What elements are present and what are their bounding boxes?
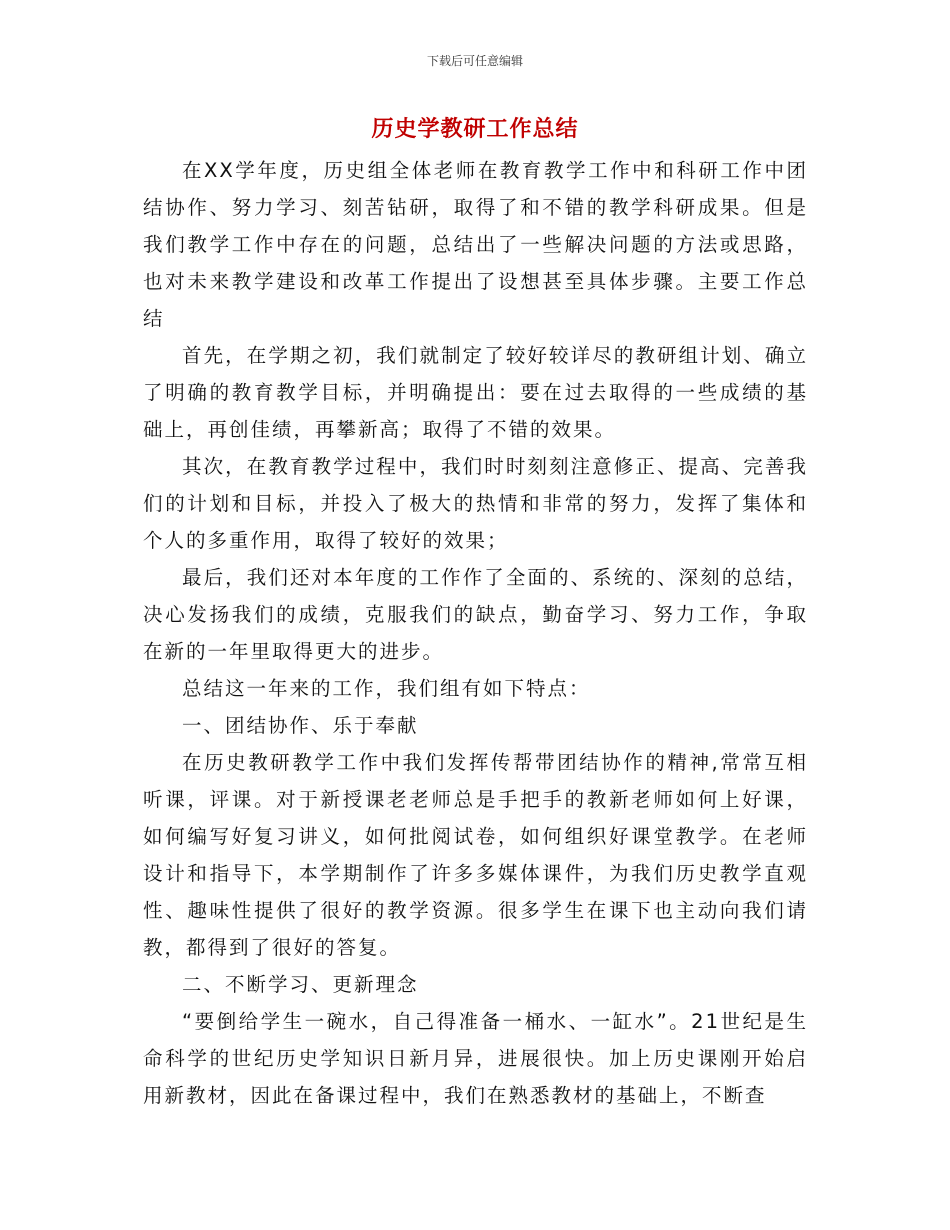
paragraph-first: 首先，在学期之初，我们就制定了较好较详尽的教研组计划、确立了明确的教育教学目标，并明确提出：要在过去取得的一些成绩的基础上，再创佳绩，再攀新高；取得了不错的效果。 [143, 344, 808, 441]
document-body [143, 152, 808, 1114]
header-note: 下载后可任意编辑 [426, 54, 523, 68]
section-heading-2: 二、不断学习、更新理念 [182, 973, 419, 996]
section-heading-1: 一、团结协作、乐于奉献 [182, 714, 419, 737]
paragraph-intro: 在XX学年度，历史组全体老师在教育教学工作中和科研工作中团结协作、努力学习、刻苦钻研，取得了和不错的教学科研成果。但是我们教学工作中存在的问题，总结出了一些解决问题的方法或思路，也对未来教学建设和改革工作提出了设想甚至具体步骤。主要工作总结 [143, 159, 808, 330]
document-title: 历史学教研工作总结 [371, 117, 579, 142]
paragraph-section-1: 在历史教研教学工作中我们发挥传帮带团结协作的精神,常常互相听课，评课。对于新授课老老师总是手把手的教新老师如何上好课，如何编写好复习讲义，如何批阅试卷，如何组织好课堂教学。在老师设计和指导下，本学期制作了许多多媒体课件，为我们历史教学直观性、趣味性提供了很好的教学资源。很多学生在课下也主动向我们请教，都得到了很好的答复。 [143, 751, 808, 959]
paragraph-summary-lead: 总结这一年来的工作，我们组有如下特点： [182, 677, 591, 700]
paragraph-second: 其次，在教育教学过程中，我们时时刻刻注意修正、提高、完善我们的计划和目标，并投入了极大的热情和非常的努力，发挥了集体和个人的多重作用，取得了较好的效果； [143, 455, 808, 552]
paragraph-section-2: “要倒给学生一碗水，自己得准备一桶水、一缸水”。21世纪是生命科学的世纪历史学知识日新月异，进展很快。加上历史课刚开始启用新教材，因此在备课过程中，我们在熟悉教材的基础上，不断查 [143, 1010, 808, 1107]
paragraph-last: 最后，我们还对本年度的工作作了全面的、系统的、深刻的总结，决心发扬我们的成绩，克服我们的缺点，勤奋学习、努力工作，争取在新的一年里取得更大的进步。 [143, 566, 808, 663]
